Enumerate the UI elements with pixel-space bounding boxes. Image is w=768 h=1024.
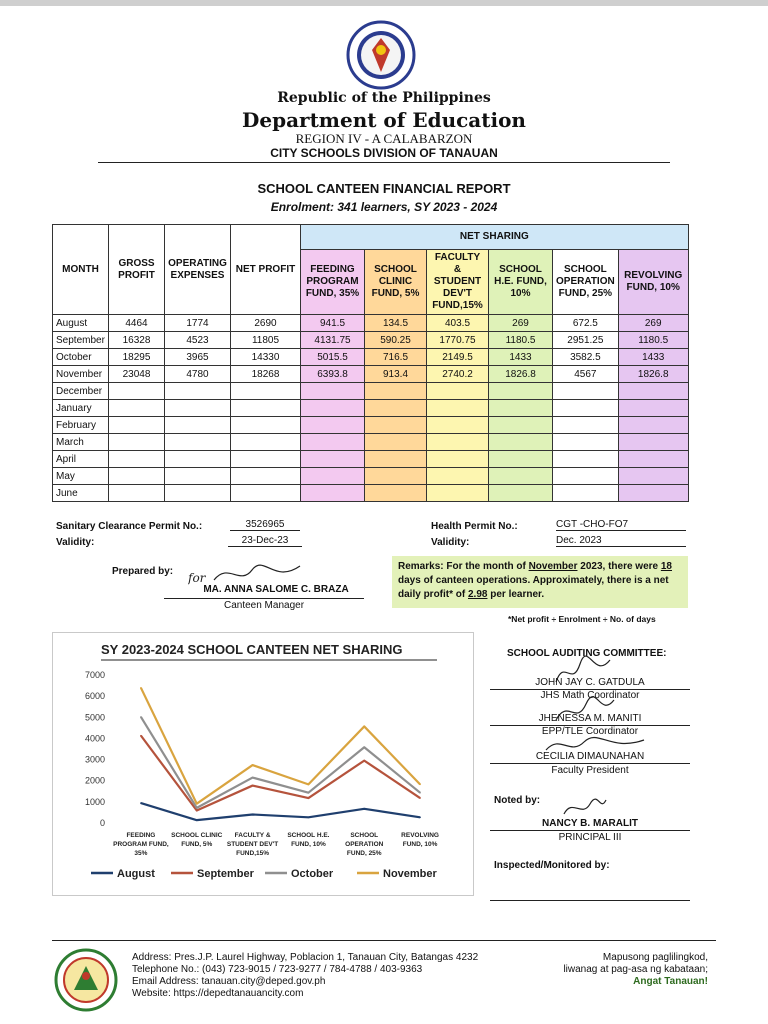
cell-fac	[427, 485, 489, 502]
data-point-october	[252, 777, 254, 779]
cell-feed: 5015.5	[301, 349, 365, 366]
cell-opex: 1774	[165, 315, 231, 332]
inspected-line	[490, 900, 690, 901]
table-row	[53, 451, 689, 468]
cell-opex	[165, 400, 231, 417]
cell-net	[231, 451, 301, 468]
cell-month: June	[53, 485, 109, 502]
cell-op	[553, 383, 619, 400]
cell-rev	[618, 400, 688, 417]
data-point-november	[363, 726, 365, 728]
cell-opex	[165, 434, 231, 451]
x-tick-label: OPERATION	[345, 841, 384, 848]
preparer-line	[164, 598, 364, 599]
noted-label: Noted by:	[494, 795, 541, 806]
cell-fac	[427, 451, 489, 468]
cell-op: 3582.5	[553, 349, 619, 366]
y-tick-label: 3000	[84, 754, 105, 765]
net-sharing-chart	[53, 633, 473, 895]
cell-gross: 18295	[109, 349, 165, 366]
x-tick-label: SCHOOL H.E.	[287, 832, 330, 839]
sanitary-no: 3526965	[230, 519, 300, 531]
y-tick-label: 0	[99, 818, 105, 828]
health-validity: Dec. 2023	[556, 535, 686, 547]
cell-net	[231, 417, 301, 434]
cell-he	[489, 451, 553, 468]
sanitary-label: Sanitary Clearance Permit No.:	[56, 521, 203, 532]
cell-he: 1433	[489, 349, 553, 366]
table-row	[53, 434, 689, 451]
cell-month: April	[53, 451, 109, 468]
th-net-sharing: NET SHARING	[301, 225, 689, 250]
cell-op	[553, 451, 619, 468]
cell-opex	[165, 383, 231, 400]
cell-he	[489, 383, 553, 400]
cell-net	[231, 434, 301, 451]
cell-fac	[427, 417, 489, 434]
cell-fac: 1770.75	[427, 332, 489, 349]
cell-gross	[109, 383, 165, 400]
y-tick-label: 6000	[84, 691, 105, 702]
footer-email[interactable]: Email Address: tanauan.city@deped.gov.ph	[132, 976, 326, 987]
cell-gross: 4464	[109, 315, 165, 332]
cell-month: September	[53, 332, 109, 349]
data-point-november	[252, 764, 254, 766]
remarks-month: November	[528, 561, 578, 572]
y-tick-label: 5000	[84, 712, 105, 723]
cell-feed	[301, 485, 365, 502]
table-row	[53, 315, 689, 332]
cell-clinic	[365, 383, 427, 400]
cell-clinic	[365, 485, 427, 502]
data-point-september	[196, 810, 198, 812]
footer-motto-3: Angat Tanauan!	[633, 976, 708, 987]
series-line-august	[141, 803, 420, 820]
cell-net: 18268	[231, 366, 301, 383]
cell-clinic: 913.4	[365, 366, 427, 383]
cell-fac: 2149.5	[427, 349, 489, 366]
cell-he	[489, 400, 553, 417]
inspected-label: Inspected/Monitored by:	[494, 860, 610, 871]
member3-name: CECILIA DIMAUNAHAN	[535, 751, 645, 762]
cell-rev	[618, 485, 688, 502]
report-title: SCHOOL CANTEEN FINANCIAL REPORT	[257, 181, 511, 196]
data-point-october	[196, 807, 198, 809]
x-tick-label: SCHOOL	[350, 832, 379, 839]
cell-op	[553, 400, 619, 417]
th-he: SCHOOL H.E. FUND, 10%	[489, 250, 553, 315]
cell-opex: 4780	[165, 366, 231, 383]
cell-rev	[618, 434, 688, 451]
cell-rev: 1433	[618, 349, 688, 366]
region-heading: REGION IV - A CALABARZON	[295, 131, 473, 146]
data-point-november	[419, 784, 421, 786]
data-point-august	[363, 808, 365, 810]
cell-month: December	[53, 383, 109, 400]
cell-clinic	[365, 417, 427, 434]
data-point-august	[419, 817, 421, 819]
cell-gross	[109, 468, 165, 485]
data-point-november	[196, 803, 198, 805]
chart-panel	[52, 632, 474, 896]
cell-feed	[301, 451, 365, 468]
data-point-september	[308, 797, 310, 799]
cell-gross	[109, 400, 165, 417]
th-revolving: REVOLVING FUND, 10%	[618, 250, 688, 315]
member2-role: EPP/TLE Coordinator	[541, 726, 639, 737]
principal-role: PRINCIPAL III	[558, 832, 622, 843]
cell-month: May	[53, 468, 109, 485]
cell-month: November	[53, 366, 109, 383]
cell-clinic	[365, 468, 427, 485]
cell-net	[231, 383, 301, 400]
cell-gross	[109, 485, 165, 502]
data-point-september	[252, 785, 254, 787]
legend-label-november: November	[383, 868, 437, 880]
y-tick-label: 4000	[84, 733, 105, 744]
cell-fac	[427, 468, 489, 485]
x-tick-label: FUND, 25%	[346, 850, 382, 857]
report-enrolment: Enrolment: 341 learners, SY 2023 - 2024	[270, 200, 498, 214]
x-tick-label: REVOLVING	[401, 832, 439, 839]
signature-prefix: for	[188, 571, 206, 585]
x-tick-label: 35%	[134, 850, 148, 857]
cell-feed	[301, 468, 365, 485]
principal-name: NANCY B. MARALIT	[542, 818, 638, 829]
prepared-label: Prepared by:	[112, 566, 174, 577]
republic-heading: Republic of the Philippines	[277, 90, 491, 106]
cell-month: March	[53, 434, 109, 451]
cell-net: 11805	[231, 332, 301, 349]
cell-gross	[109, 434, 165, 451]
table-row	[53, 417, 689, 434]
cell-rev: 269	[618, 315, 688, 332]
th-operation: SCHOOL OPERATION FUND, 25%	[553, 250, 619, 315]
cell-he: 269	[489, 315, 553, 332]
preparer-role: Canteen Manager	[223, 600, 305, 611]
table-row	[53, 332, 689, 349]
data-point-october	[363, 746, 365, 748]
data-point-november	[308, 784, 310, 786]
cell-feed	[301, 383, 365, 400]
cell-op: 2951.25	[553, 332, 619, 349]
remarks-profit: 2.98	[468, 589, 488, 600]
th-gross: GROSS PROFIT	[109, 225, 165, 315]
cell-rev	[618, 468, 688, 485]
cell-opex	[165, 468, 231, 485]
cell-feed	[301, 417, 365, 434]
footer-website[interactable]: Website: https://depedtanauancity.com	[132, 988, 304, 999]
header-divider	[98, 162, 670, 163]
member3-line	[490, 763, 690, 764]
legend-label-october: October	[291, 868, 334, 880]
cell-clinic: 134.5	[365, 315, 427, 332]
data-point-september	[419, 797, 421, 799]
cell-clinic: 590.25	[365, 332, 427, 349]
footer-address: Address: Pres.J.P. Laurel Highway, Poblacion 1, Tanauan City, Batangas 4232	[132, 952, 479, 963]
remarks-days: 18	[660, 561, 672, 572]
data-point-october	[419, 792, 421, 794]
legend-label-august: August	[117, 868, 155, 880]
y-tick-label: 2000	[84, 775, 105, 786]
remarks-footnote: *Net profit ÷ Enrolment ÷ No. of days	[508, 614, 656, 624]
data-point-august	[308, 817, 310, 819]
cell-clinic	[365, 434, 427, 451]
x-tick-label: FUND, 5%	[181, 841, 213, 848]
x-tick-label: FUND, 10%	[402, 841, 438, 848]
preparer-name: MA. ANNA SALOME C. BRAZA	[203, 584, 349, 595]
table-row	[53, 366, 689, 383]
division-heading: CITY SCHOOLS DIVISION OF TANAUAN	[270, 146, 498, 160]
cell-feed: 6393.8	[301, 366, 365, 383]
cell-op: 672.5	[553, 315, 619, 332]
table-row	[53, 349, 689, 366]
cell-he	[489, 434, 553, 451]
cell-gross	[109, 417, 165, 434]
cell-op	[553, 485, 619, 502]
cell-fac	[427, 383, 489, 400]
cell-month: August	[53, 315, 109, 332]
cell-op: 4567	[553, 366, 619, 383]
department-heading: Department of Education	[242, 108, 526, 132]
cell-net: 14330	[231, 349, 301, 366]
cell-he	[489, 485, 553, 502]
cell-opex	[165, 417, 231, 434]
cell-fac	[427, 434, 489, 451]
th-net-profit: NET PROFIT	[231, 225, 301, 315]
cell-fac: 2740.2	[427, 366, 489, 383]
health-validity-label: Validity:	[431, 537, 470, 548]
cell-opex	[165, 485, 231, 502]
cell-he	[489, 417, 553, 434]
cell-rev: 1826.8	[618, 366, 688, 383]
cell-opex	[165, 451, 231, 468]
data-point-october	[308, 792, 310, 794]
series-line-october	[141, 717, 420, 808]
cell-month: October	[53, 349, 109, 366]
data-point-august	[196, 819, 198, 821]
table-row	[53, 400, 689, 417]
data-point-september	[363, 760, 365, 762]
data-point-august	[252, 814, 254, 816]
cell-feed: 4131.75	[301, 332, 365, 349]
sanitary-validity: 23-Dec-23	[228, 535, 302, 547]
financial-table	[52, 224, 689, 502]
footer-motto-2: liwanag at pag-asa ng kabataan;	[563, 964, 708, 975]
cell-fac	[427, 400, 489, 417]
cell-op	[553, 417, 619, 434]
data-point-september	[140, 735, 142, 737]
footer-divider	[52, 940, 716, 941]
member1-name: JOHN JAY C. GATDULA	[535, 677, 645, 688]
data-point-october	[140, 716, 142, 718]
y-tick-label: 1000	[84, 796, 105, 807]
cell-net: 2690	[231, 315, 301, 332]
th-month: MONTH	[53, 225, 109, 315]
cell-clinic: 716.5	[365, 349, 427, 366]
cell-he: 1826.8	[489, 366, 553, 383]
table-row	[53, 468, 689, 485]
cell-rev: 1180.5	[618, 332, 688, 349]
cell-fac: 403.5	[427, 315, 489, 332]
x-tick-label: FACULTY &	[234, 832, 271, 839]
x-tick-label: FUND, 10%	[291, 841, 326, 848]
cell-month: January	[53, 400, 109, 417]
remarks-box: Remarks: For the month of November 2023, there were 18 days of canteen operations. Approximately, there is a net daily profit* of 2.98 per learner.	[392, 556, 688, 608]
scan-edge	[0, 0, 768, 6]
cell-month: February	[53, 417, 109, 434]
x-tick-label: SCHOOL CLINIC	[171, 832, 223, 839]
table-row	[53, 383, 689, 400]
deped-seal-logo	[346, 20, 416, 90]
footer-telephone: Telephone No.: (043) 723-9015 / 723-9277 / 784-4788 / 403-9363	[132, 964, 423, 975]
cell-he	[489, 468, 553, 485]
y-tick-label: 7000	[84, 670, 105, 680]
member2-name: JHENESSA M. MANITI	[538, 713, 642, 724]
member3-role: Faculty President	[551, 765, 629, 776]
th-faculty: FACULTY & STUDENT DEV'T FUND,15%	[427, 250, 489, 315]
cell-opex: 4523	[165, 332, 231, 349]
x-tick-label: STUDENT DEV'T	[226, 841, 279, 848]
th-feeding: FEEDING PROGRAM FUND, 35%	[301, 250, 365, 315]
member1-role: JHS Math Coordinator	[540, 690, 640, 701]
sanitary-validity-label: Validity:	[56, 537, 95, 548]
principal-line	[490, 830, 690, 831]
cell-op	[553, 434, 619, 451]
cell-net	[231, 468, 301, 485]
data-point-august	[140, 802, 142, 804]
cell-opex: 3965	[165, 349, 231, 366]
cell-feed: 941.5	[301, 315, 365, 332]
th-clinic: SCHOOL CLINIC FUND, 5%	[365, 250, 427, 315]
health-no: CGT -CHO-FO7	[556, 519, 686, 531]
cell-gross	[109, 451, 165, 468]
data-point-november	[140, 687, 142, 689]
cell-op	[553, 468, 619, 485]
legend-label-september: September	[197, 868, 254, 880]
cell-clinic	[365, 451, 427, 468]
cell-rev	[618, 383, 688, 400]
x-tick-label: FUND,15%	[236, 850, 270, 857]
cell-gross: 23048	[109, 366, 165, 383]
cell-he: 1180.5	[489, 332, 553, 349]
division-logo	[54, 948, 118, 1012]
x-tick-label: FEEDING	[126, 832, 156, 839]
th-operating: OPERATING EXPENSES	[165, 225, 231, 315]
cell-feed	[301, 400, 365, 417]
cell-rev	[618, 417, 688, 434]
cell-feed	[301, 434, 365, 451]
table-row	[53, 485, 689, 502]
cell-net	[231, 485, 301, 502]
x-tick-label: PROGRAM FUND,	[113, 841, 169, 848]
cell-rev	[618, 451, 688, 468]
cell-net	[231, 400, 301, 417]
cell-gross: 16328	[109, 332, 165, 349]
chart-title: SY 2023-2024 SCHOOL CANTEEN NET SHARING	[101, 642, 403, 657]
health-label: Health Permit No.:	[431, 521, 518, 532]
footer-motto-1: Mapusong paglilingkod,	[602, 952, 708, 963]
committee-title: SCHOOL AUDITING COMMITTEE:	[507, 648, 667, 659]
principal-signature	[560, 796, 610, 820]
cell-clinic	[365, 400, 427, 417]
